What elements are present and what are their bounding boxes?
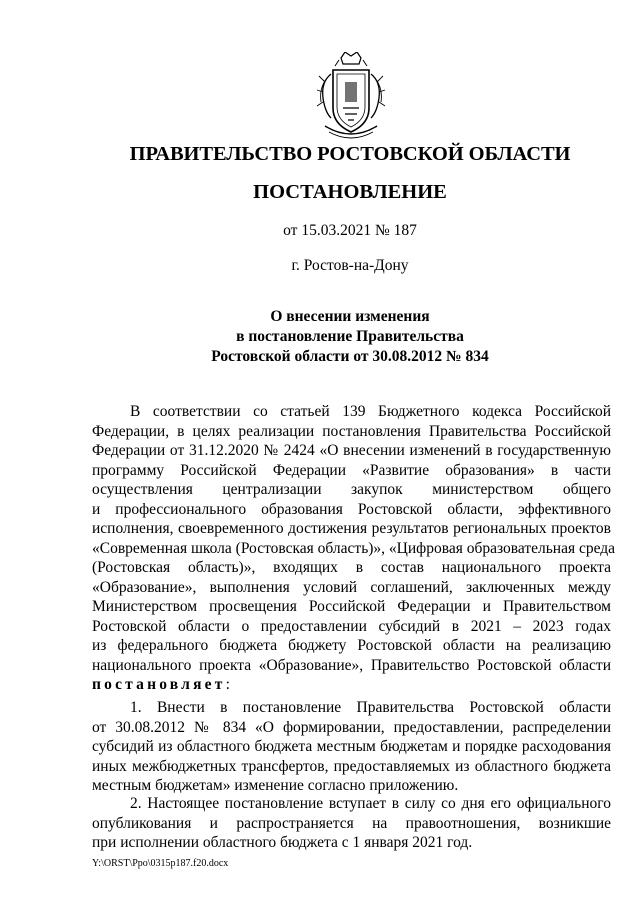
text-line: В соответствии со статьей 139 Бюджетного кодекса Российской [130,403,611,420]
text-line: национального проекта «Образование», Правительство Ростовской области [92,656,611,674]
text-line: 2. Настоящее постановление вступает в силу со дня его официального [130,795,611,812]
text-line: 1. Внести в постановление Правительства Ростовской области [130,699,611,716]
text-line: и профессионального образования Ростовской области, эффективного [92,500,611,518]
text-line: Федерации от 31.12.2020 № 2424 «О внесении изменений в государственную [92,442,611,459]
text-line: из федерального бюджета бюджету Ростовской области на реализацию [92,637,611,654]
text-line: при исполнении областного бюджета с 1 января 2021 год. [92,834,473,851]
text-line: Федерации, в целях реализации постановления Правительства Российской [92,422,611,440]
text-line: местным бюджетам» изменение согласно приложению. [92,777,459,794]
text-line: Министерством просвещения Российской Федерации и Правительством [92,598,611,615]
file-path-footer: Y:\ORST\Ppo\0315p187.f20.docx [92,858,229,869]
item-paragraph-1 [92,698,611,796]
text-line: от 30.08.2012 № 834 «О формировании, предоставлении, распределении [92,718,611,736]
decree-word: постановляет [92,676,226,693]
decree-line [92,675,611,695]
item-paragraph-2 [92,794,611,853]
document-place: г. Ростов-на-Дону [291,257,409,274]
government-title: ПРАВИТЕЛЬСТВО РОСТОВСКОЙ ОБЛАСТИ [129,143,571,165]
text-line: «Образование», выполнения условий соглашений, заключенных между [92,578,611,596]
text-line: Ростовской области о предоставлении субсидий в 2021 – 2023 годах [92,617,611,635]
decree-colon: : [225,676,230,693]
text-line: осуществления централизации закупок министерством общего [92,481,611,498]
text-line: опубликования и распространяется на правоотношения, возникшие [92,814,611,832]
document-type: ПОСТАНОВЛЕНИЕ [253,181,447,203]
subject-line: в постановление Правительства [236,328,464,345]
coat-of-arms-emblem [315,52,387,140]
subject-line: О внесении изменения [270,308,430,325]
text-line: исполнения, своевременного достижения результатов региональных проектов [92,520,611,537]
document-subject [0,307,640,367]
text-line: иных межбюджетных трансфертов, предоставляемых из областного бюджета [92,757,611,775]
text-line: субсидий из областного бюджета местным бюджетам и порядке расходования [92,738,611,755]
preamble-paragraph [92,402,616,695]
text-line: (Ростовская область)», входящих в состав национального проекта [92,559,611,576]
document-date-number: от 15.03.2021 № 187 [283,222,417,239]
text-line: программу Российской Федерации «Развитие образования» в части [92,461,611,479]
text-line: «Современная школа (Ростовская область)», «Цифровая образовательная среда [92,539,616,557]
subject-line: Ростовской области от 30.08.2012 № 834 [211,348,489,365]
